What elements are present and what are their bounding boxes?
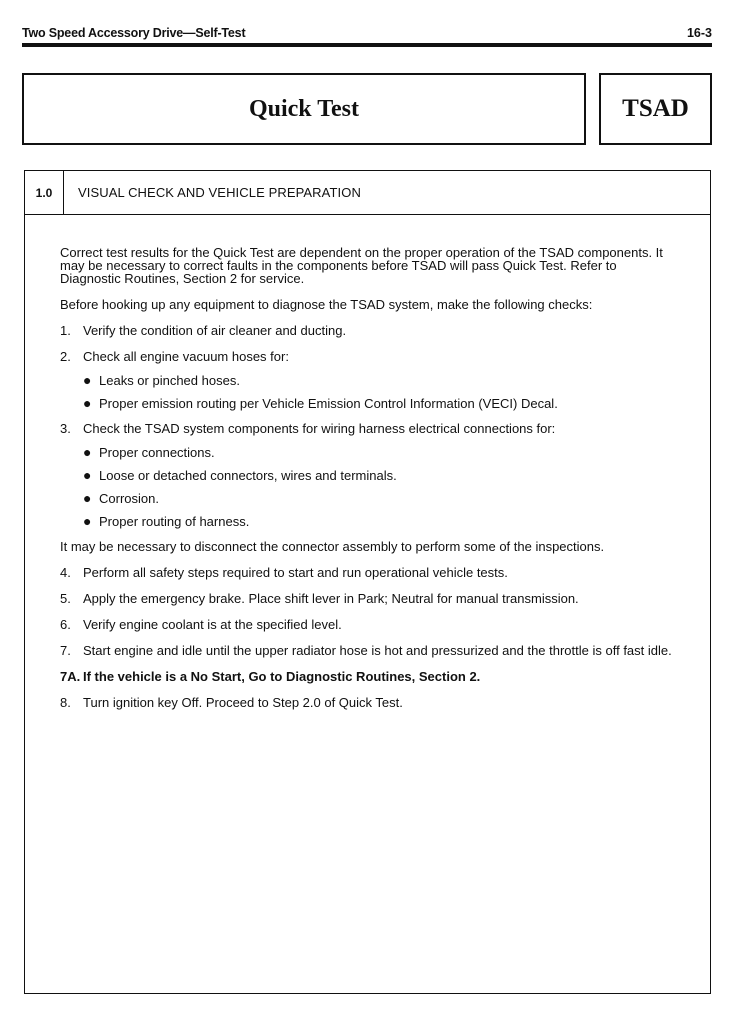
bullet-item (83, 469, 680, 482)
bullet-icon: ● (83, 372, 92, 388)
header-rule (22, 43, 712, 47)
bullet-item (83, 397, 680, 410)
item-number: 1. (60, 323, 71, 338)
step-number: 1.0 (25, 171, 64, 214)
step-body (60, 246, 680, 722)
list-item (60, 670, 680, 683)
item-number: 2. (60, 349, 71, 364)
step-title: VISUAL CHECK AND VEHICLE PREPARATION (78, 185, 361, 200)
step-header (25, 171, 710, 215)
bullet-item (83, 492, 680, 505)
title-box (22, 73, 586, 145)
item-number: 4. (60, 565, 71, 580)
bullet-text: Proper emission routing per Vehicle Emission Control Information (VECI) Decal. (99, 396, 558, 411)
bullet-text: Leaks or pinched hoses. (99, 373, 240, 388)
system-tag: TSAD (622, 95, 689, 122)
bullet-icon: ● (83, 513, 92, 529)
list-item (60, 324, 680, 337)
item-number: 8. (60, 695, 71, 710)
item-number: 7. (60, 643, 71, 658)
page-number: 16-3 (686, 26, 712, 40)
item-text: Verify engine coolant is at the specified level. (83, 617, 342, 632)
bullet-text: Loose or detached connectors, wires and terminals. (99, 468, 397, 483)
item-number: 6. (60, 617, 71, 632)
tag-box (599, 73, 712, 145)
bullet-icon: ● (83, 444, 92, 460)
item-text: Apply the emergency brake. Place shift lever in Park; Neutral for manual transmission. (83, 591, 579, 606)
item-text: Perform all safety steps required to start and run operational vehicle tests. (83, 565, 508, 580)
bullet-text: Proper routing of harness. (99, 514, 250, 529)
list-item (60, 350, 680, 363)
list-item (60, 618, 680, 631)
item-text: Check all engine vacuum hoses for: (83, 349, 289, 364)
item-text: Verify the condition of air cleaner and ducting. (83, 323, 347, 338)
item-text: Start engine and idle until the upper radiator hose is hot and pressurized and the throttle is off fast idle. (83, 643, 672, 658)
bullet-item (83, 374, 680, 387)
bullet-item (83, 515, 680, 528)
step-panel (24, 170, 711, 994)
bullet-icon: ● (83, 467, 92, 483)
item-number: 3. (60, 421, 71, 436)
list-item (60, 422, 680, 435)
list-item (60, 592, 680, 605)
note-paragraph: It may be necessary to disconnect the connector assembly to perform some of the inspections. (60, 539, 605, 554)
list-item (60, 696, 680, 709)
item-text: Turn ignition key Off. Proceed to Step 2.0 of Quick Test. (83, 695, 403, 710)
item-number: 7A. (60, 669, 81, 684)
bullet-text: Proper connections. (99, 445, 215, 460)
intro-paragraph: Correct test results for the Quick Test are dependent on the proper operation of the TSAD components. It may be necessary to correct faults in the components before TSAD will pass Quick Test. Refer to Diagnostic Routines, Section 2 for service. (60, 245, 663, 286)
item-text: If the vehicle is a No Start, Go to Diagnostic Routines, Section 2. (83, 669, 481, 684)
bullet-text: Corrosion. (99, 491, 159, 506)
item-text: Check the TSAD system components for wiring harness electrical connections for: (83, 421, 556, 436)
section-title: Two Speed Accessory Drive—Self-Test (22, 26, 246, 40)
bullet-icon: ● (83, 490, 92, 506)
bullet-item (83, 446, 680, 459)
item-number: 5. (60, 591, 71, 606)
page-title: Quick Test (248, 95, 360, 122)
before-paragraph: Before hooking up any equipment to diagnose the TSAD system, make the following checks: (60, 297, 593, 312)
bullet-icon: ● (83, 395, 92, 411)
list-item (60, 566, 680, 579)
list-item (60, 644, 680, 657)
